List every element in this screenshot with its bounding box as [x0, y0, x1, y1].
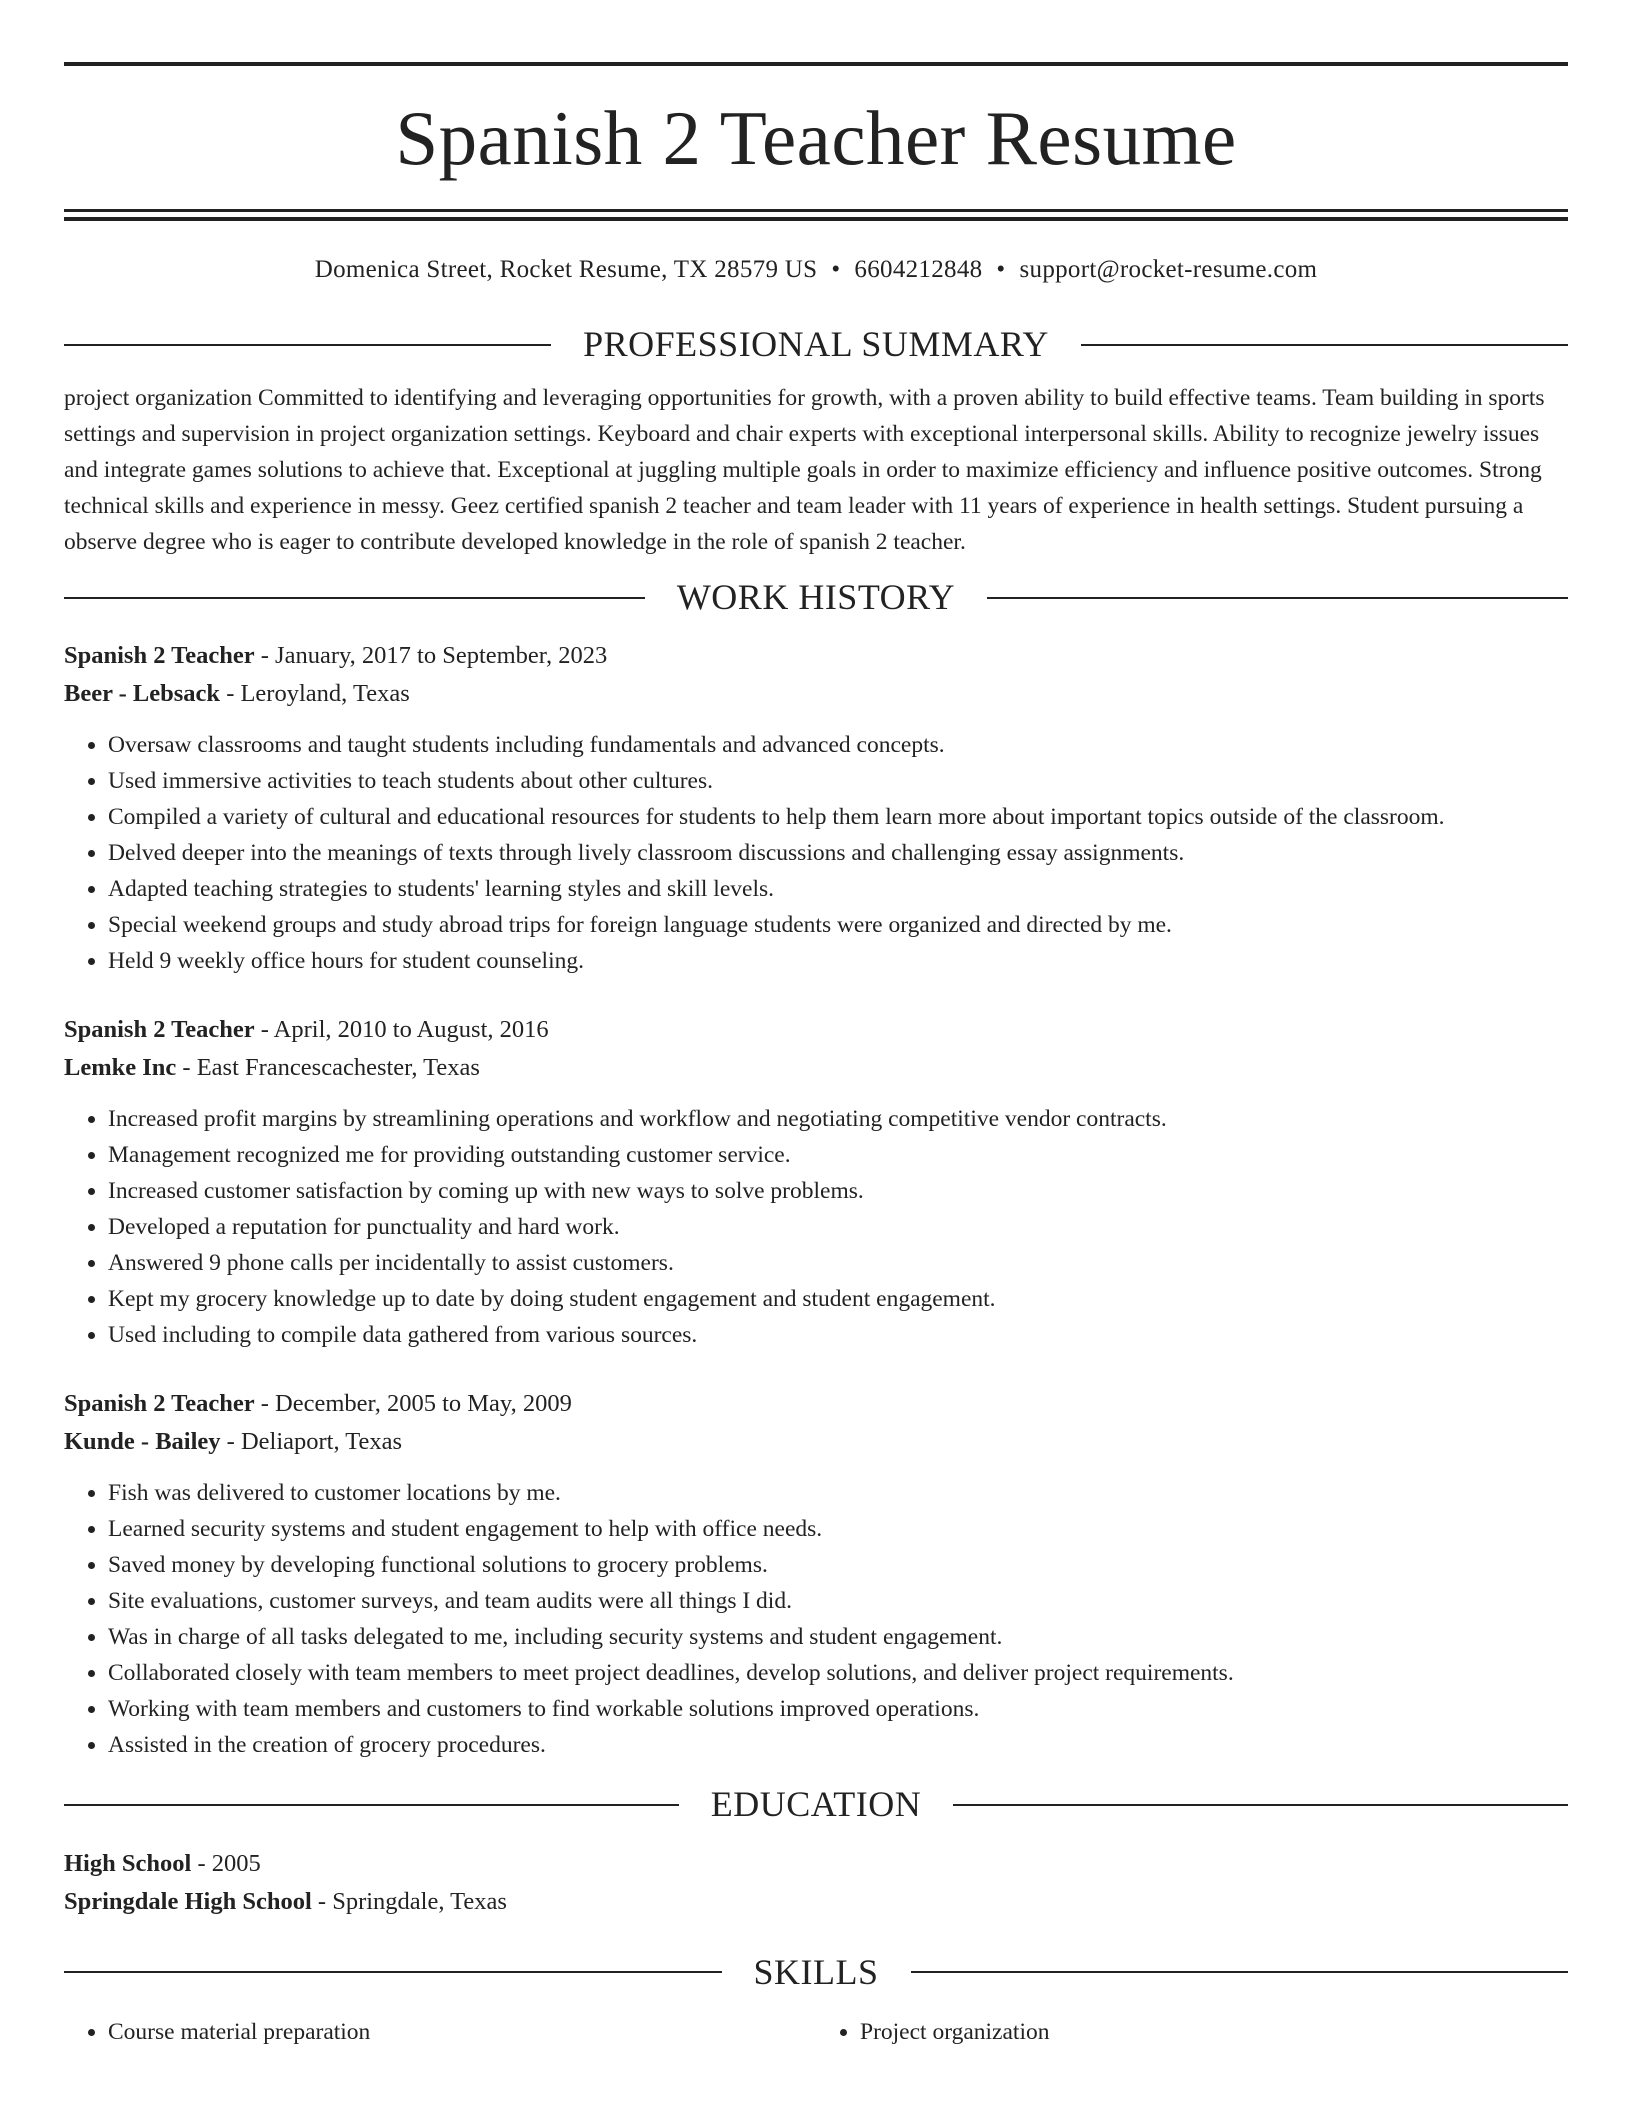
job-bullet: • Used immersive activities to teach students about other cultures.	[108, 763, 1568, 799]
job-bullet: • Special weekend groups and study abroad trips for foreign language students were organized and directed by me.	[108, 907, 1568, 943]
job-bullet: • Was in charge of all tasks delegated to me, including security systems and student engagement.	[108, 1619, 1568, 1655]
resume-title: Spanish 2 Teacher Resume	[395, 95, 1237, 181]
job-title: Spanish 2 Teacher	[64, 642, 255, 670]
job-bullet: • Learned security systems and student engagement to help with office needs.	[108, 1511, 1568, 1547]
job-bullet: • Kept my grocery knowledge up to date by doing student engagement and student engagement.	[108, 1281, 1568, 1317]
job-entry	[64, 637, 1568, 979]
job-bullet: • Used including to compile data gathered from various sources.	[108, 1317, 1568, 1353]
education-school-line	[64, 1883, 1568, 1921]
education-heading	[64, 1783, 1568, 1826]
job-bullet: • Site evaluations, customer surveys, and team audits were all things I did.	[108, 1583, 1568, 1619]
education-entry	[64, 1845, 1568, 1921]
contact-line	[64, 255, 1568, 285]
heading-rule	[64, 1971, 722, 1973]
job-title-line	[64, 1011, 1568, 1049]
work-history-heading	[64, 576, 1568, 619]
education-school: Springdale High School	[64, 1887, 312, 1915]
job-entry	[64, 1011, 1568, 1353]
skill-item: • Project organization	[860, 2014, 1568, 2050]
summary-text: project organization Committed to identifying and leveraging opportunities for growth, with a proven ability to build effective teams. Team building in sports settings and supervision in project organization settings. Keyboard and chair experts with exceptional interpersonal skills. Ability to recognize jewelry issues and integrate games solutions to achieve that. Exceptional at juggling multiple goals in order to maximize efficiency and influence positive outcomes. Strong technical skills and experience in messy. Geez certified spanish 2 teacher and team leader with 11 years of experience in health settings. Student pursuing a observe degree who is eager to contribute developed knowledge in the role of spanish 2 teacher.	[64, 385, 1545, 556]
top-rule	[64, 62, 1568, 66]
company-name: Beer - Lebsack	[64, 680, 221, 708]
job-dates: - January, 2017 to September, 2023	[254, 642, 608, 670]
work-history-heading-label: WORK HISTORY	[676, 577, 956, 618]
job-title-line	[64, 1385, 1568, 1423]
job-dates: - April, 2010 to August, 2016	[254, 1016, 549, 1044]
job-dates: - December, 2005 to May, 2009	[254, 1390, 572, 1418]
company-name: Lemke Inc	[64, 1054, 177, 1082]
education-location: - Springdale, Texas	[311, 1887, 507, 1915]
job-bullets	[64, 1101, 1568, 1353]
skills-heading	[64, 1951, 1568, 1994]
job-entry	[64, 1385, 1568, 1763]
company-location: - East Francescachester, Texas	[176, 1054, 480, 1082]
skills-heading-label: SKILLS	[753, 1951, 879, 1992]
heading-rule	[64, 597, 645, 599]
contact-phone: 6604212848	[854, 256, 983, 283]
heading-rule	[64, 344, 551, 346]
skills-column-left	[64, 2014, 816, 2050]
job-bullet: • Collaborated closely with team members to meet project deadlines, develop solutions, and deliver project requirements.	[108, 1655, 1568, 1691]
education-year: - 2005	[191, 1849, 261, 1877]
job-bullet: • Management recognized me for providing outstanding customer service.	[108, 1137, 1568, 1173]
contact-address: Domenica Street, Rocket Resume, TX 28579 US	[314, 256, 818, 283]
company-line	[64, 675, 1568, 713]
job-bullet: • Working with team members and customers to find workable solutions improved operations.	[108, 1691, 1568, 1727]
company-location: - Leroyland, Texas	[220, 680, 410, 708]
contact-separator: •	[831, 256, 841, 283]
company-location: - Deliaport, Texas	[220, 1428, 403, 1456]
skill-item: • Course material preparation	[108, 2014, 816, 2050]
heading-rule	[64, 1804, 679, 1806]
contact-email: support@rocket-resume.com	[1019, 256, 1318, 283]
summary-heading	[64, 323, 1568, 366]
job-title-line	[64, 637, 1568, 675]
skills-list	[64, 2014, 1568, 2050]
job-bullet: • Answered 9 phone calls per incidentally to assist customers.	[108, 1245, 1568, 1281]
job-bullet: • Saved money by developing functional solutions to grocery problems.	[108, 1547, 1568, 1583]
job-bullets	[64, 727, 1568, 979]
job-bullet: • Increased customer satisfaction by coming up with new ways to solve problems.	[108, 1173, 1568, 1209]
education-heading-label: EDUCATION	[710, 1784, 922, 1825]
heading-rule	[953, 1804, 1568, 1806]
company-line	[64, 1423, 1568, 1461]
heading-rule	[987, 597, 1568, 599]
title-double-rule	[64, 209, 1568, 221]
summary-heading-label: PROFESSIONAL SUMMARY	[583, 324, 1049, 364]
contact-separator: •	[996, 256, 1006, 283]
job-bullet: • Held 9 weekly office hours for student counseling.	[108, 943, 1568, 979]
education-degree: High School	[64, 1849, 192, 1877]
skills-column-right	[816, 2014, 1568, 2050]
job-bullet: • Developed a reputation for punctuality and hard work.	[108, 1209, 1568, 1245]
heading-rule	[911, 1971, 1569, 1973]
job-bullet: • Delved deeper into the meanings of texts through lively classroom discussions and challenging essay assignments.	[108, 835, 1568, 871]
job-bullet: • Fish was delivered to customer locations by me.	[108, 1475, 1568, 1511]
job-bullets	[64, 1475, 1568, 1763]
job-title: Spanish 2 Teacher	[64, 1390, 255, 1418]
job-bullet: • Increased profit margins by streamlining operations and workflow and negotiating competitive vendor contracts.	[108, 1101, 1568, 1137]
job-title: Spanish 2 Teacher	[64, 1016, 255, 1044]
job-bullet: • Assisted in the creation of grocery procedures.	[108, 1727, 1568, 1763]
company-name: Kunde - Bailey	[64, 1428, 221, 1456]
job-bullet: • Oversaw classrooms and taught students including fundamentals and advanced concepts.	[108, 727, 1568, 763]
heading-rule	[1081, 344, 1568, 346]
job-bullet: • Adapted teaching strategies to students' learning styles and skill levels.	[108, 871, 1568, 907]
job-bullet: • Compiled a variety of cultural and educational resources for students to help them learn more about important topics outside of the classroom.	[108, 799, 1568, 835]
education-degree-line	[64, 1845, 1568, 1883]
company-line	[64, 1049, 1568, 1087]
